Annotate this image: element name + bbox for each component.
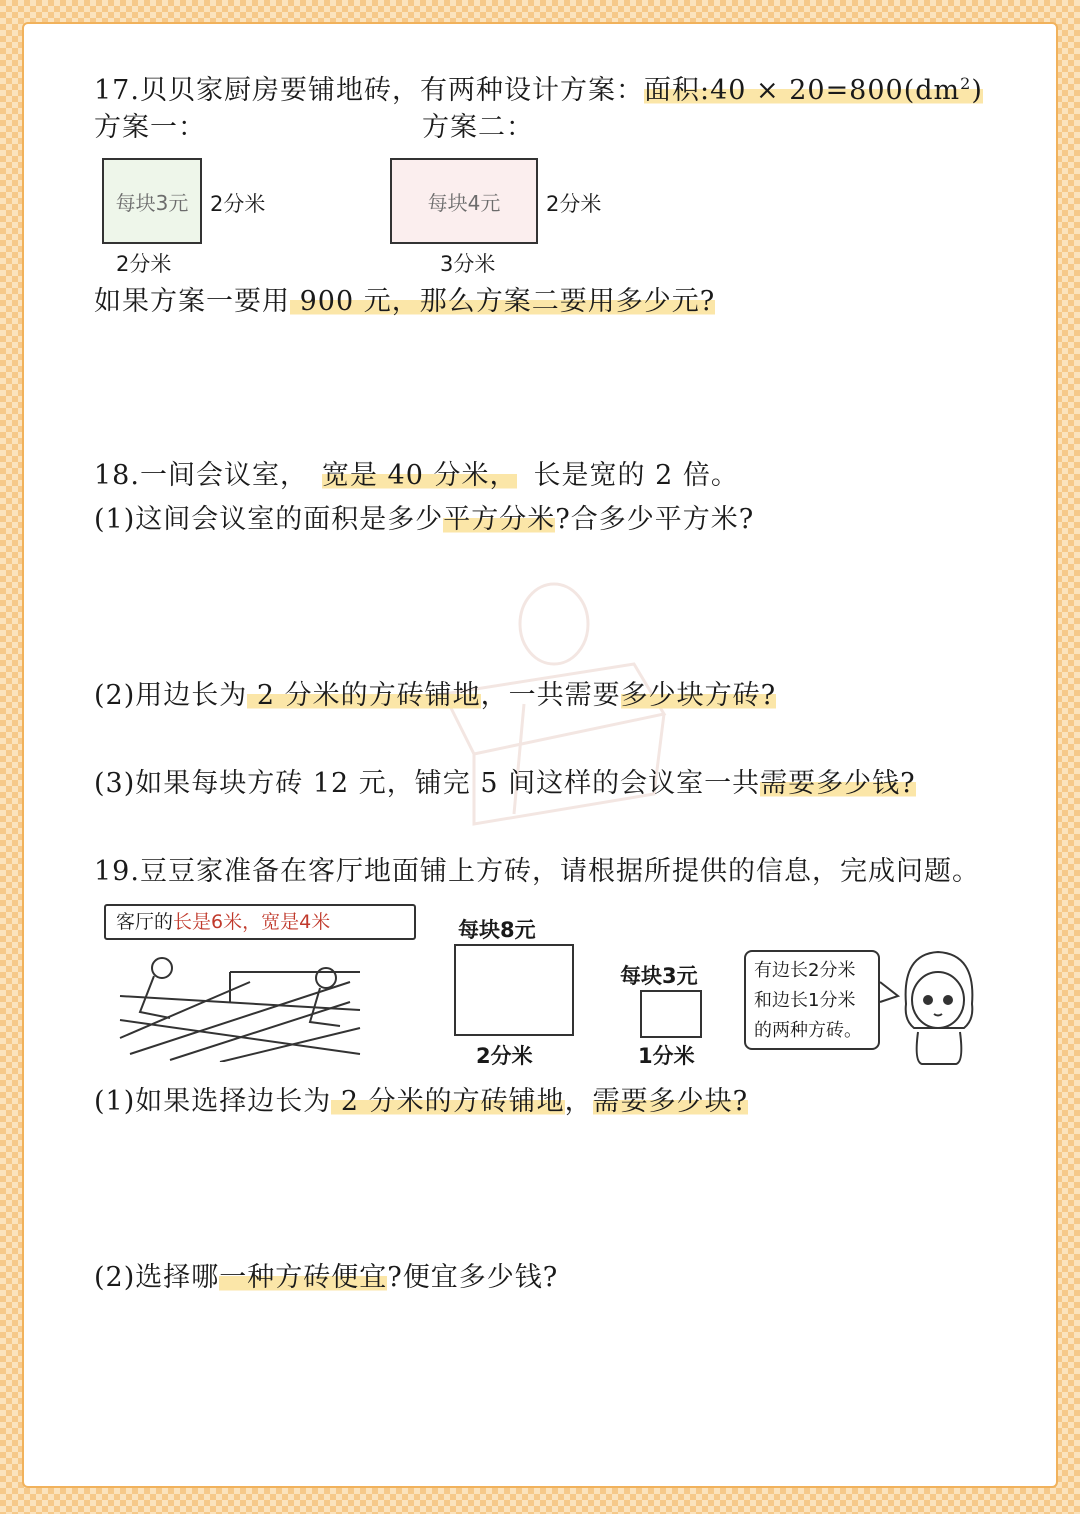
big-tile-side: 2分米 [476,1044,533,1068]
q18-part3: (3)如果每块方砖 12 元，铺完 5 间这样的会议室一共需要多少钱? [94,768,916,799]
q17-plan2-label: 方案二： [422,112,534,143]
workers-tiling-sketch [110,942,370,1062]
q19-info-box: 客厅的长是6米，宽是4米 [104,904,416,940]
small-tile-square [640,990,702,1038]
q17-plan1-label: 方案一： [94,112,206,143]
plan2-tile: 每块4元 [390,158,538,244]
q19-part2: (2)选择哪一种方砖便宜?便宜多少钱? [94,1262,559,1293]
speech-bubble: 有边长2分米 和边长1分米 的两种方砖。 [744,950,880,1050]
q19-part1: (1)如果选择边长为 2 分米的方砖铺地，需要多少块? [94,1086,749,1117]
q17-area-formula: 面积:40 × $20=800(dm^2)$ [643,74,983,106]
q17-title [94,64,983,111]
small-tile-price: 每块3元 [620,964,698,988]
worksheet-page [22,22,1058,1488]
plan2-side-dim: 2分米 [546,192,602,216]
q18-part1: (1)这间会议室的面积是多少平方分米?合多少平方米? [94,504,755,535]
plan1-bottom-dim: 2分米 [116,252,172,276]
small-tile-side: 1分米 [638,1044,695,1068]
plan1-tile: 每块3元 [102,158,202,244]
q19-intro: 19.豆豆家准备在客厅地面铺上方砖，请根据所提供的信息，完成问题。 [94,856,980,887]
q18-part2: (2)用边长为 2 分米的方砖铺地，一共需要多少块方砖? [94,680,777,711]
q17-text: 17.贝贝家厨房要铺地砖，有两种设计方案： [94,75,644,106]
girl-character [894,944,984,1068]
q18-intro: 18.一间会议室， 宽是 40 分米， 长是宽的 2 倍。 [94,460,739,491]
plan2-bottom-dim: 3分米 [440,252,496,276]
q17-question: 如果方案一要用 900 元，那么方案二要用多少元? [94,286,716,317]
plan1-side-dim: 2分米 [210,192,266,216]
big-tile-square [454,944,574,1036]
big-tile-price: 每块8元 [458,918,536,942]
